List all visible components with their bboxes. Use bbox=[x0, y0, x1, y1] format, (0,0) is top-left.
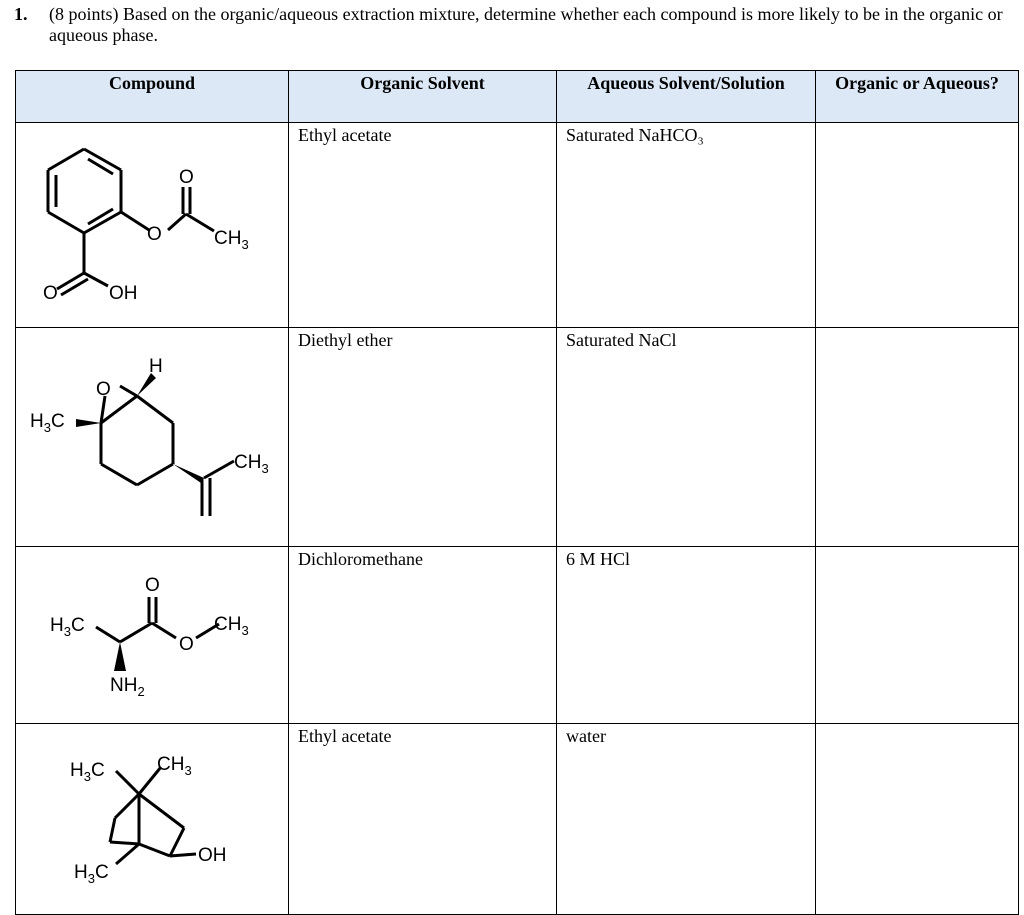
table-row bbox=[16, 328, 1019, 547]
atom-h3c: $H_3C$ bbox=[30, 411, 65, 435]
atom-o: O bbox=[96, 379, 111, 400]
header-organic-or-aqueous: Organic or Aqueous? bbox=[816, 71, 1019, 123]
organic-solvent-cell: Diethyl ether bbox=[289, 328, 557, 547]
epoxide-structure bbox=[16, 328, 286, 545]
answer-cell[interactable] bbox=[816, 123, 1019, 328]
header-organic-solvent: Organic Solvent bbox=[289, 71, 557, 123]
table-header-row bbox=[16, 71, 1019, 123]
table-row bbox=[16, 547, 1019, 724]
atom-h3c: $H_3C$ bbox=[70, 760, 105, 784]
atom-o: O bbox=[145, 575, 160, 596]
aqueous-solution-cell: Saturated NaHCO₃ bbox=[557, 123, 816, 328]
question-number: 1. bbox=[14, 4, 28, 24]
aqueous-solution-cell: 6 M HCl bbox=[557, 547, 816, 724]
answer-cell[interactable] bbox=[816, 724, 1019, 915]
borneol-structure bbox=[16, 724, 286, 913]
atom-nh2: $NH_2$ bbox=[110, 675, 145, 699]
atom-h3c: $H_3C$ bbox=[50, 615, 85, 639]
atom-o: O bbox=[147, 224, 162, 245]
header-aqueous-solution: Aqueous Solvent/Solution bbox=[557, 71, 816, 123]
atom-ch3: $CH_3$ bbox=[214, 228, 249, 252]
header-compound: Compound bbox=[16, 71, 289, 123]
compound-cell bbox=[16, 724, 289, 915]
alanine-methyl-ester-structure bbox=[16, 547, 286, 722]
compound-cell bbox=[16, 547, 289, 724]
atom-o: O bbox=[179, 167, 194, 188]
atom-o: O bbox=[43, 283, 58, 304]
table-row bbox=[16, 724, 1019, 915]
table-row bbox=[16, 123, 1019, 328]
organic-solvent-cell: Ethyl acetate bbox=[289, 123, 557, 328]
extraction-table bbox=[15, 70, 1019, 915]
compound-cell bbox=[16, 328, 289, 547]
question-text: (8 points) Based on the organic/aqueous extraction mixture, determine whether each compound is more likely to be in the organic or aqueous phase. bbox=[49, 4, 1003, 45]
atom-ch3: $CH_3$ bbox=[214, 614, 249, 638]
atom-oh: OH bbox=[109, 283, 138, 304]
compound-cell bbox=[16, 123, 289, 328]
organic-solvent-cell: Ethyl acetate bbox=[289, 724, 557, 915]
atom-ch3: $CH_3$ bbox=[157, 754, 192, 778]
aspirin-structure bbox=[16, 123, 286, 326]
answer-cell[interactable] bbox=[816, 547, 1019, 724]
atom-ch3: $CH_3$ bbox=[234, 452, 269, 476]
aqueous-solution-cell: Saturated NaCl bbox=[557, 328, 816, 547]
atom-h: H bbox=[149, 356, 163, 377]
atom-o: O bbox=[179, 634, 194, 655]
organic-solvent-cell: Dichloromethane bbox=[289, 547, 557, 724]
aqueous-solution-cell: water bbox=[557, 724, 816, 915]
atom-oh: OH bbox=[198, 845, 227, 866]
atom-h3c: $H_3C$ bbox=[74, 862, 109, 886]
answer-cell[interactable] bbox=[816, 328, 1019, 547]
